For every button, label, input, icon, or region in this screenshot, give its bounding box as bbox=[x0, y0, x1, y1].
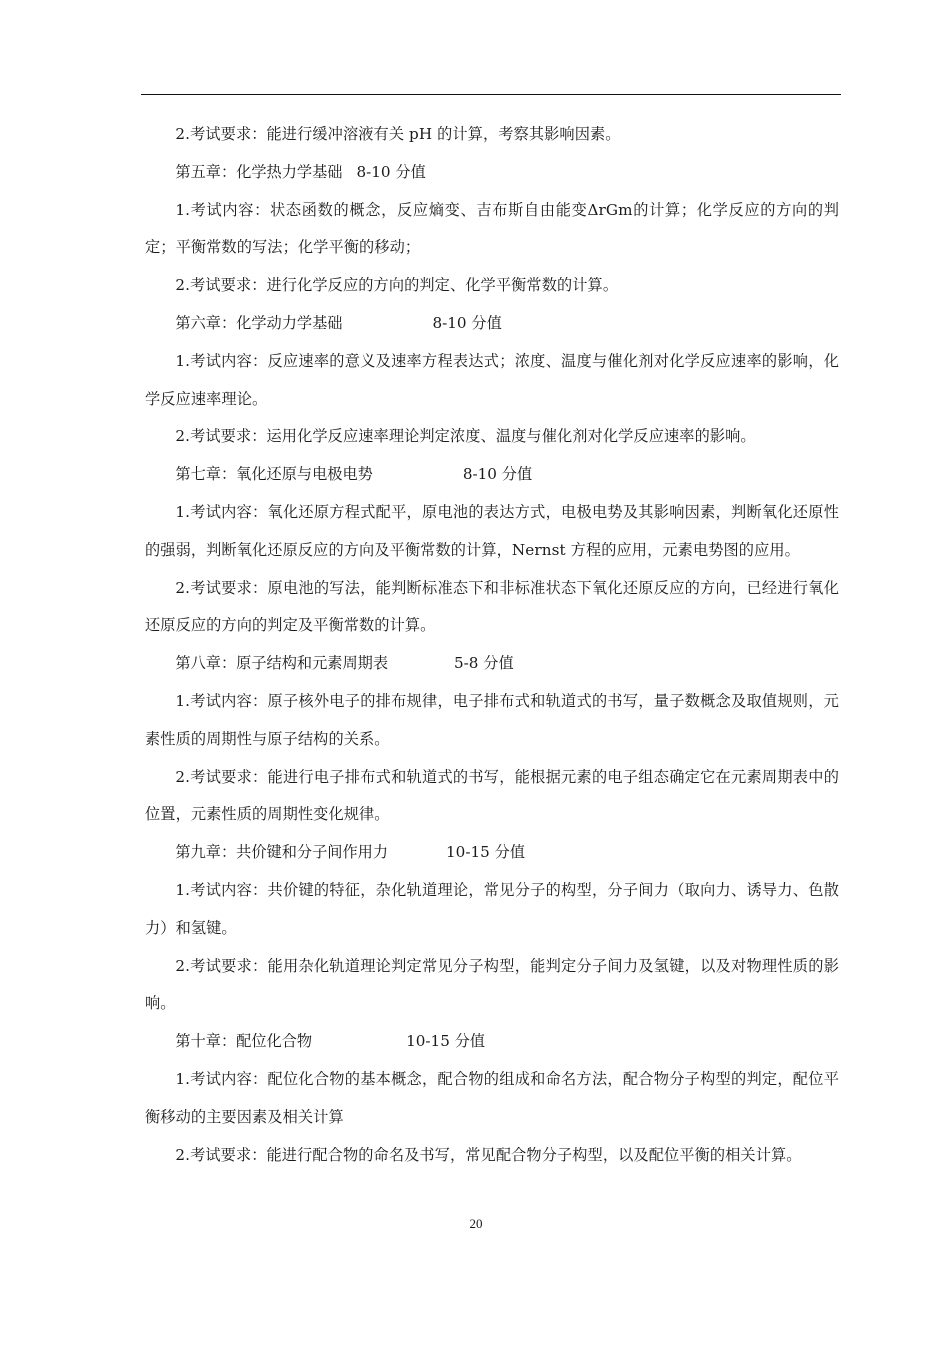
chapter-title: 第九章：共价键和分子间作用力 bbox=[175, 843, 389, 862]
chapter-title: 第七章：氧化还原与电极电势 bbox=[175, 465, 373, 484]
chapter-points: 5-8 分值 bbox=[454, 654, 514, 673]
chapter-5-heading bbox=[145, 154, 839, 192]
paragraph-ch5-requirements: 2.考试要求：进行化学反应的方向的判定、化学平衡常数的计算。 bbox=[175, 276, 619, 295]
paragraph-ch7-requirements: 2.考试要求：原电池的写法，能判断标准态下和非标准状态下氧化还原反应的方向，已经进行氧化还原反应的方向的判定及平衡常数的计算。 bbox=[145, 578, 839, 635]
paragraph-ch6-content: 1.考试内容：反应速率的意义及速率方程表达式；浓度、温度与催化剂对化学反应速率的影响，化学反应速率理论。 bbox=[145, 351, 839, 408]
paragraph-ch5-content: 1.考试内容：状态函数的概念，反应熵变、吉布斯自由能变ΔrGm的计算；化学反应的方向的判定；平衡常数的写法；化学平衡的移动； bbox=[145, 200, 839, 257]
chapter-10-heading bbox=[145, 1023, 839, 1061]
header-rule bbox=[141, 94, 841, 95]
paragraph-ch10-content: 1.考试内容：配位化合物的基本概念，配合物的组成和命名方法，配合物分子构型的判定，配位平衡移动的主要因素及相关计算 bbox=[145, 1069, 839, 1126]
chapter-9-heading bbox=[145, 834, 839, 872]
chapter-title: 第十章：配位化合物 bbox=[175, 1032, 313, 1051]
chapter-6-heading bbox=[145, 305, 839, 343]
paragraph-ch4-requirements: 2.考试要求：能进行缓冲溶液有关 pH 的计算，考察其影响因素。 bbox=[175, 125, 621, 143]
paragraph-ch6-requirements: 2.考试要求：运用化学反应速率理论判定浓度、温度与催化剂对化学反应速率的影响。 bbox=[175, 427, 756, 446]
paragraph-ch8-content: 1.考试内容：原子核外电子的排布规律，电子排布式和轨道式的书写，量子数概念及取值规则，元素性质的周期性与原子结构的关系。 bbox=[145, 691, 839, 748]
document-body bbox=[145, 116, 839, 1174]
paragraph-ch10-requirements: 2.考试要求：能进行配合物的命名及书写，常见配合物分子构型，以及配位平衡的相关计算。 bbox=[175, 1145, 802, 1164]
chapter-points: 10-15 分值 bbox=[446, 843, 526, 862]
chapter-title: 第五章：化学热力学基础 bbox=[175, 162, 343, 181]
paragraph-ch7-content: 1.考试内容：氧化还原方程式配平，原电池的表达方式，电极电势及其影响因素，判断氧化还原性的强弱，判断氧化还原反应的方向及平衡常数的计算，Nernst 方程的应用，元素电势图的应用。 bbox=[145, 502, 839, 559]
paragraph-ch8-requirements: 2.考试要求：能进行电子排布式和轨道式的书写，能根据元素的电子组态确定它在元素周期表中的位置，元素性质的周期性变化规律。 bbox=[145, 767, 839, 824]
chapter-title: 第六章：化学动力学基础 bbox=[175, 313, 343, 332]
chapter-points: 8-10 分值 bbox=[432, 313, 502, 332]
chapter-points: 8-10 分值 bbox=[356, 162, 426, 181]
chapter-points: 8-10 分值 bbox=[462, 465, 533, 484]
paragraph-ch9-requirements: 2.考试要求：能用杂化轨道理论判定常见分子构型，能判定分子间力及氢键，以及对物理性质的影响。 bbox=[145, 956, 839, 1013]
chapter-8-heading bbox=[145, 645, 839, 683]
paragraph-ch9-content: 1.考试内容：共价键的特征，杂化轨道理论，常见分子的构型，分子间力（取向力、诱导力、色散力）和氢键。 bbox=[145, 880, 839, 937]
page-number: 20 bbox=[469, 1216, 483, 1231]
chapter-title: 第八章：原子结构和元素周期表 bbox=[175, 654, 389, 673]
chapter-points: 10-15 分值 bbox=[406, 1032, 486, 1051]
chapter-7-heading bbox=[145, 456, 839, 494]
